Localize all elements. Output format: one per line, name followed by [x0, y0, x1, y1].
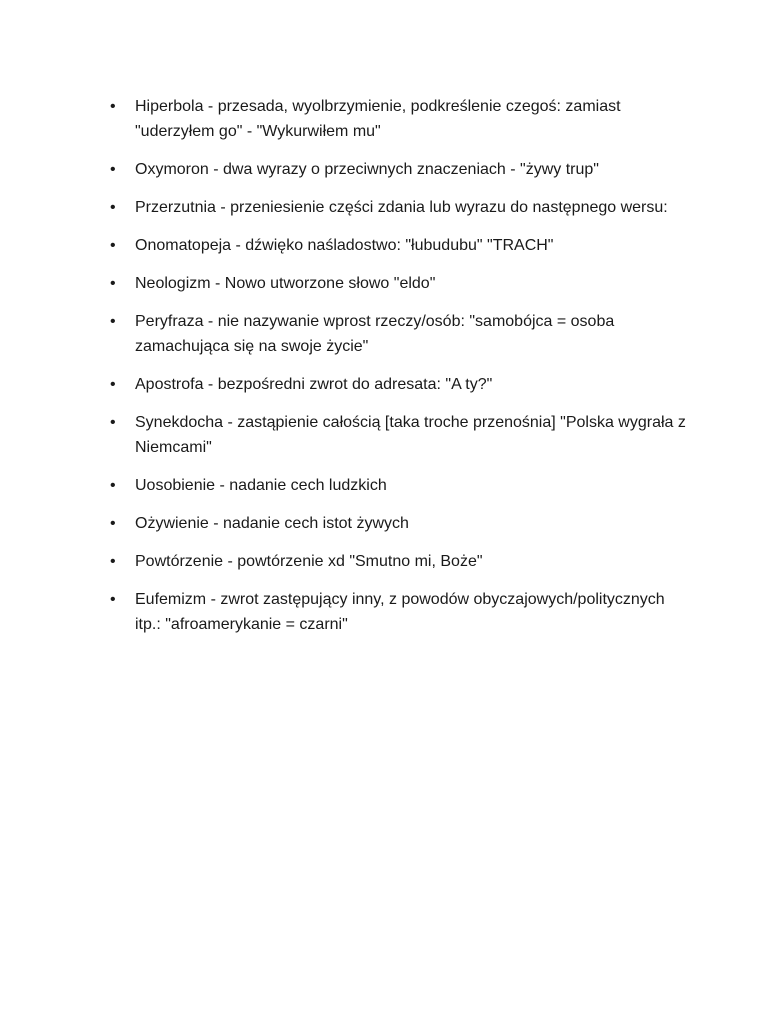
- bullet-icon: •: [110, 199, 116, 216]
- list-item-text: Hiperbola - przesada, wyolbrzymienie, podkreślenie czegoś: zamiast "uderzyłem go" - "Wykurwiłem mu": [135, 98, 621, 140]
- bullet-icon: •: [110, 477, 116, 494]
- bullet-icon: •: [110, 591, 116, 608]
- list-item-powtorzenie: [110, 549, 690, 574]
- bullet-icon: •: [110, 237, 116, 254]
- bullet-icon: •: [110, 98, 116, 115]
- bullet-icon: •: [110, 414, 116, 431]
- list-item-hiperbola: [110, 94, 690, 144]
- list-item-synekdocha: [110, 410, 690, 460]
- bullet-icon: •: [110, 275, 116, 292]
- bullet-icon: •: [110, 313, 116, 330]
- bullet-icon: •: [110, 161, 116, 178]
- list-item-uosobienie: [110, 473, 690, 498]
- list-item-ozywienie: [110, 511, 690, 536]
- list-item-text: Eufemizm - zwrot zastępujący inny, z powodów obyczajowych/politycznych itp.: "afroamerykanie = czarni": [135, 591, 665, 633]
- list-item-peryfraza: [110, 309, 690, 359]
- list-item-text: Apostrofa - bezpośredni zwrot do adresata: "A ty?": [135, 376, 493, 393]
- list-item-text: Synekdocha - zastąpienie całością [taka troche przenośnia] "Polska wygrała z Niemcami": [135, 414, 686, 456]
- bullet-icon: •: [110, 376, 116, 393]
- list-item-eufemizm: [110, 587, 690, 637]
- list-item-onomatopeja: [110, 233, 690, 258]
- bullet-icon: •: [110, 553, 116, 570]
- list-item-text: Uosobienie - nadanie cech ludzkich: [135, 477, 387, 494]
- definition-list: [110, 94, 690, 650]
- list-item-oxymoron: [110, 157, 690, 182]
- list-item-text: Przerzutnia - przeniesienie części zdania lub wyrazu do następnego wersu:: [135, 199, 668, 216]
- list-item-text: Onomatopeja - dźwięko naśladostwo: "łubudubu" "TRACH": [135, 237, 554, 254]
- bullet-icon: •: [110, 515, 116, 532]
- list-item-neologizm: [110, 271, 690, 296]
- list-item-text: Peryfraza - nie nazywanie wprost rzeczy/osób: "samobójca = osoba zamachująca się na swoje życie": [135, 313, 615, 355]
- list-item-text: Powtórzenie - powtórzenie xd "Smutno mi, Boże": [135, 553, 483, 570]
- list-item-przerzutnia: [110, 195, 690, 220]
- list-item-apostrofa: [110, 372, 690, 397]
- list-item-text: Ożywienie - nadanie cech istot żywych: [135, 515, 409, 532]
- list-item-text: Neologizm - Nowo utworzone słowo "eldo": [135, 275, 436, 292]
- list-item-text: Oxymoron - dwa wyrazy o przeciwnych znaczeniach - "żywy trup": [135, 161, 599, 178]
